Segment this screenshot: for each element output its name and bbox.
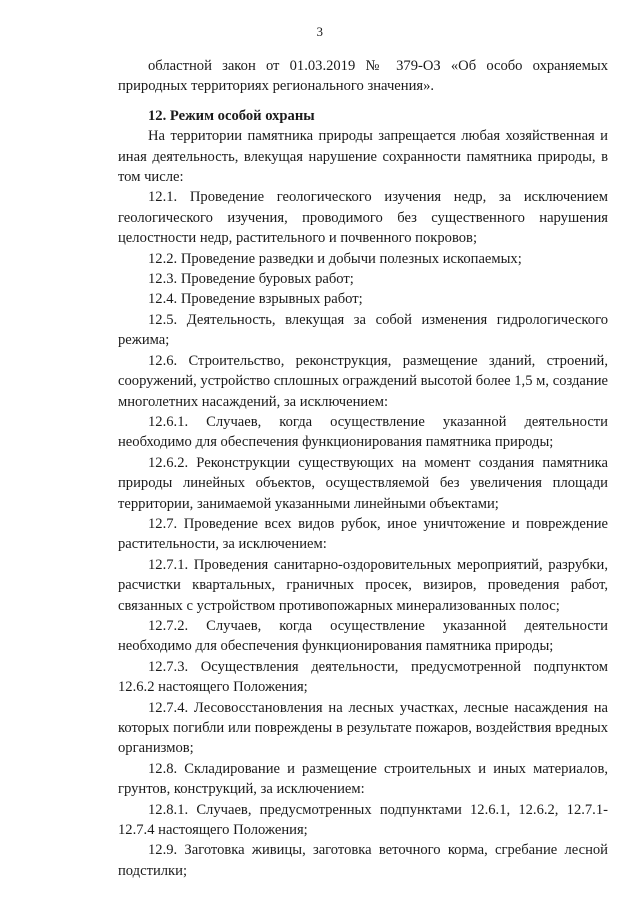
paragraph-12-7-2: 12.7.2. Случаев, когда осуществление указанной деятельности необходимо для обеспечения функционирования памятника природы; bbox=[118, 617, 608, 655]
paragraph-12-7: 12.7. Проведение всех видов рубок, иное уничтожение и повреждение растительности, за исключением: bbox=[118, 515, 608, 553]
paragraph-12-7-3: 12.7.3. Осуществления деятельности, предусмотренной подпунктом 12.6.2 настоящего Положения; bbox=[118, 658, 608, 696]
paragraph-12-4: 12.4. Проведение взрывных работ; bbox=[148, 291, 363, 308]
paragraph-12-7-1: 12.7.1. Проведения санитарно-оздоровительных мероприятий, разрубки, расчистки квартальных, граничных просек, визиров, проведения работ, связанных с устройством противопожарных минерализованных полос; bbox=[118, 556, 608, 614]
paragraph-12-1: 12.1. Проведение геологического изучения недр, за исключением геологического изучения, проводимого без существенного нарушения целостности недр, растительного и почвенного покровов; bbox=[118, 189, 608, 247]
paragraph-12-6: 12.6. Строительство, реконструкция, размещение зданий, строений, сооружений, устройство сплошных ограждений высотой более 1,5 м, создание многолетних насаждений, за исключением: bbox=[118, 352, 608, 410]
document-body bbox=[118, 56, 608, 881]
paragraph-preamble: На территории памятника природы запрещается любая хозяйственная и иная деятельность, влекущая нарушение сохранности памятника природы, в том числе: bbox=[118, 128, 608, 186]
paragraph-12-2: 12.2. Проведение разведки и добычи полезных ископаемых; bbox=[148, 250, 522, 267]
paragraph-12-6-2: 12.6.2. Реконструкции существующих на момент создания памятника природы линейных объектов, осуществляемой без увеличения площади территории, занимаемой указанными линейными объектами; bbox=[118, 454, 608, 512]
page-number: 3 bbox=[316, 24, 324, 39]
paragraph-12-9: 12.9. Заготовка живицы, заготовка веточного корма, сгребание лесной подстилки; bbox=[118, 842, 608, 879]
intro-paragraph: областной закон от 01.03.2019 № 379-ОЗ «Об особо охраняемых природных территориях регионального значения». bbox=[118, 58, 608, 95]
paragraph-12-8-1: 12.8.1. Случаев, предусмотренных подпунктами 12.6.1, 12.6.2, 12.7.1-12.7.4 настоящего Положения; bbox=[118, 801, 608, 839]
paragraph-12-6-1: 12.6.1. Случаев, когда осуществление указанной деятельности необходимо для обеспечения функционирования памятника природы; bbox=[118, 413, 608, 451]
paragraph-12-8: 12.8. Складирование и размещение строительных и иных материалов, грунтов, конструкций, за исключением: bbox=[118, 760, 608, 798]
paragraph-12-7-4: 12.7.4. Лесовосстановления на лесных участках, лесные насаждения на которых погибли или повреждены в результате пожаров, воздействия вредных организмов; bbox=[118, 699, 608, 757]
section-heading: 12. Режим особой охраны bbox=[148, 107, 315, 124]
paragraph-12-5: 12.5. Деятельность, влекущая за собой изменения гидрологического режима; bbox=[118, 311, 608, 349]
paragraph-12-3: 12.3. Проведение буровых работ; bbox=[148, 271, 354, 288]
